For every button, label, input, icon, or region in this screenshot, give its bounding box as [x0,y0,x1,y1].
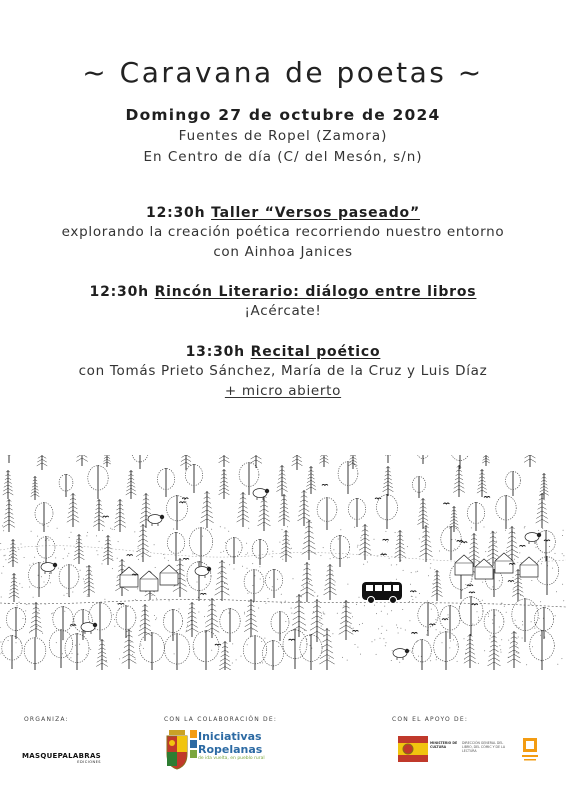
tree-icon [59,474,73,497]
event-venue: En Centro de día (C/ del Mesón, s/n) [143,149,423,165]
bird-icon [70,625,76,626]
sheep-icon [393,649,409,661]
tree-icon [348,498,365,527]
spain-arms-icon [398,736,428,762]
bird-icon [383,539,389,540]
tree-icon [186,602,199,637]
tree-icon [417,498,428,529]
bird-icon [411,633,417,634]
bird-icon [182,498,188,499]
tree-icon [330,535,349,567]
tree-icon [35,502,53,532]
tree-icon [226,537,242,564]
house-icon [120,567,138,587]
tree-icon [507,631,520,668]
event-2-heading [0,284,566,300]
ministry-line2: DIRECCIÓN GENERAL DEL LIBRO, DEL CÓMIC Y DE LA LECTURA [462,741,506,753]
house-icon [455,555,473,575]
tree-icon [441,526,461,560]
sheep-icon [525,533,541,545]
tree-icon [339,600,354,640]
sheep-icon [195,567,211,579]
road-line [0,599,566,607]
tree-icon [257,495,270,531]
tree-icon [180,455,191,470]
tree-icon [2,635,22,669]
house-icon [140,571,158,591]
tree-icon [205,598,220,638]
tree-icon [306,466,316,494]
tree-icon [252,539,268,565]
bird-icon [457,541,463,542]
tree-icon [93,499,105,531]
bird-icon [442,619,448,620]
tree-icon [49,629,72,668]
bird-icon [544,540,550,541]
tree-icon [418,602,438,636]
tree-icon [8,539,18,567]
tree-icon [440,605,460,639]
tree-icon [193,630,219,670]
tree-icon [140,632,165,670]
tree-icon [300,634,322,670]
bird-icon [472,604,478,605]
tree-icon [379,455,396,463]
tree-icon [3,470,14,499]
tree-icon [487,635,500,670]
event-1-heading [0,205,566,221]
tree-icon [157,468,174,497]
colaboracion-label: CON LA COLABORACIÓN DE: [164,716,278,723]
bird-icon [508,581,514,582]
tree-icon [219,469,230,499]
tree-icon [185,464,202,493]
tree-icon [309,599,325,642]
bird-icon [375,498,381,499]
tree-icon [0,455,18,463]
iniciativas-tagline: de ida vuelta, en pueblo rural [198,756,265,761]
tree-icon [96,639,108,670]
tree-icon [244,569,264,602]
tree-icon [250,455,262,468]
tree-icon [477,469,487,497]
tree-icon [243,635,266,670]
tree-icon [524,455,536,467]
tree-icon [323,564,336,600]
tree-icon [3,499,15,532]
bird-icon [410,591,416,592]
tree-icon [292,455,303,470]
tree-icon [534,607,553,639]
bird-icon [183,558,189,559]
ministerio-logo [398,736,506,766]
trees-group [0,455,559,670]
library-logo-icon [520,736,540,762]
bird-icon [519,545,525,546]
tree-icon [276,465,287,496]
tree-icon [464,634,476,668]
tree-icon [167,495,188,530]
house-icon [160,565,178,585]
event-3-time: 13:30h [185,344,245,360]
house-icon [475,559,493,579]
tree-icon [434,631,459,670]
event-3-desc-2: + micro abierto [224,383,342,399]
tree-icon [132,455,148,469]
masquepalabras-logo [22,752,101,764]
tree-icon [280,530,292,562]
tree-icon [453,465,465,497]
tree-icon [74,534,85,564]
organizer-logo-sub: EDICIONES [77,760,102,764]
tree-icon [37,536,55,566]
event-3-desc-1: con Tomás Prieto Sánchez, María de la Cruz y Luis Díaz [78,363,488,379]
bird-icon [467,585,473,586]
tree-icon [419,525,432,562]
event-date: Domingo 27 de octubre de 2024 [125,106,441,124]
tree-icon [283,629,307,669]
bird-icon [179,502,185,503]
tree-icon [103,455,111,467]
tree-icon [200,491,213,528]
tree-icon [167,532,184,561]
tree-icon [459,596,483,636]
house-icon [520,557,538,577]
event-1-desc-2: con Ainhoa Janices [213,244,353,260]
forest-illustration [0,455,566,670]
sheep-icon [148,515,164,527]
bird-icon [469,592,475,593]
event-3-heading [0,344,566,360]
bird-icon [215,644,221,645]
tree-icon [278,494,290,526]
organiza-label: ORGANIZA: [24,716,69,723]
tree-icon [417,455,430,464]
bird-icon [461,542,467,543]
tree-icon [6,607,25,639]
tree-icon [383,466,394,496]
tree-icon [164,633,189,670]
tree-icon [116,605,136,638]
bird-icon [289,639,295,640]
event-1-time: 12:30h [146,205,206,221]
tree-icon [215,560,230,601]
tree-icon [506,471,521,496]
tree-icon [271,611,289,641]
coat-of-arms-icon [165,730,189,770]
event-3-title: Recital poético [250,344,381,360]
tree-icon [30,602,43,637]
bird-icon [443,503,449,504]
tree-icon [136,524,150,562]
tree-icon [219,455,230,467]
tree-icon [83,565,95,597]
tree-icon [103,535,114,565]
tree-icon [9,573,20,602]
bird-icon [127,555,133,556]
tree-icon [482,455,490,466]
tree-icon [413,639,432,670]
footer [0,712,566,800]
tree-icon [244,599,258,637]
event-1-desc-1: explorando la creación poética recorriendo nuestro entorno [61,224,505,240]
event-1-title: Taller “Versos paseado” [211,205,420,221]
tree-icon [220,608,240,642]
ministry-line1: MINISTERIO DE CULTURA [430,741,458,749]
page-title: ~ Caravana de poetas ~ [82,56,484,89]
tree-icon [237,492,250,527]
bird-icon [322,484,328,485]
tree-icon [24,637,46,670]
tree-icon [88,465,108,499]
tree-icon [300,562,315,602]
tree-icon [496,495,516,529]
event-2-desc-1: ¡Acércate! [244,303,322,319]
tree-icon [189,527,212,566]
tree-icon [319,455,328,467]
houses-group [120,553,538,591]
sheep-icon [253,489,269,501]
tree-icon [467,502,484,531]
tree-icon [450,455,469,469]
tree-icon [431,570,442,601]
tree-icon [338,461,358,494]
tree-icon [65,633,89,670]
event-2-time: 12:30h [89,284,149,300]
tree-icon [67,493,79,527]
tree-icon [265,569,282,598]
sheep-icon [41,563,57,575]
tree-icon [126,470,137,499]
tree-icon [163,609,182,641]
iniciativas-line1: Iniciativas [198,730,262,743]
bird-icon [484,497,490,498]
tree-icon [536,493,549,528]
iniciativas-line2: Ropelanas [198,743,263,756]
bird-icon [103,516,109,517]
organizer-logo-text: MASQUEPALABRAS [22,752,102,760]
tree-icon [31,476,40,500]
tree-icon [377,494,398,529]
tree-icon [37,455,48,470]
apoyo-label: CON EL APOYO DE: [392,716,469,723]
tree-icon [114,499,126,532]
iniciativas-logo-icon [190,730,198,760]
bird-icon [118,603,124,604]
tree-icon [76,455,88,466]
bird-icon [200,593,206,594]
tree-icon [530,630,555,670]
tree-icon [412,476,425,498]
bird-icon [381,554,387,555]
tree-icon [53,606,73,640]
bus-icon [362,582,402,604]
iniciativas-logo [198,730,265,761]
tree-icon [122,629,137,669]
event-place: Fuentes de Ropel (Zamora) [178,128,388,144]
event-2-title: Rincón Literario: diálogo entre libros [154,284,477,300]
tree-icon [59,564,79,597]
tree-icon [317,497,337,530]
